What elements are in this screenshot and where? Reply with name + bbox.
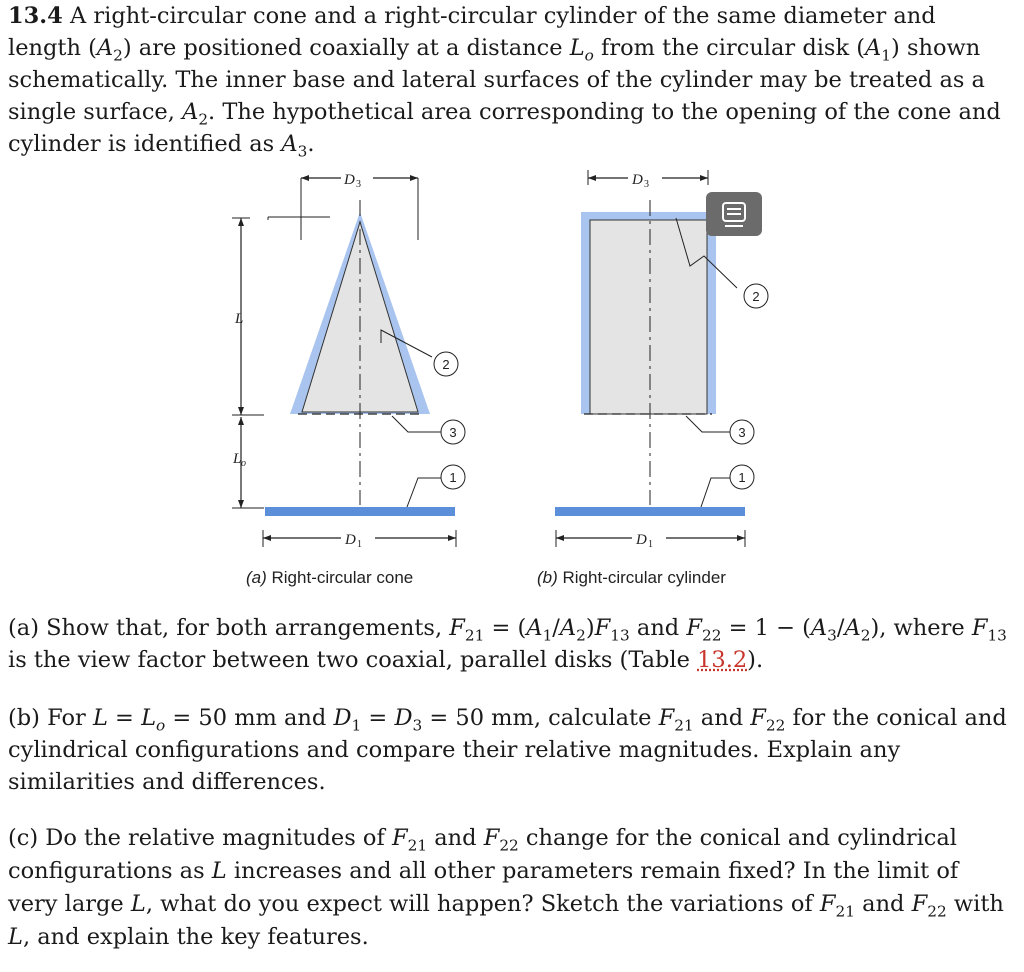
disk-a1 (555, 507, 745, 516)
problem-number: 13.4 (8, 3, 63, 29)
arrowhead-icon (556, 535, 564, 541)
part-b: (b) For $L = L_o = 50$ mm and $D_1 = D_3 = 50$ mm, calculate $F_{21}$ and $F_{22}$ for the conical and cylindrical configurations and compare their relative magnitudes. Explain any similarities and differences. (8, 705, 1007, 795)
note-button[interactable] (706, 192, 762, 236)
arrowhead-icon (238, 218, 244, 226)
svg-text:2: 2 (752, 289, 760, 304)
svg-text:3: 3 (356, 179, 361, 190)
svg-text:3: 3 (738, 425, 746, 440)
arrowhead-icon (238, 500, 244, 508)
arrowhead-icon (410, 175, 418, 181)
caption-cone: (a) Right-circular cone (246, 568, 414, 587)
caption-cylinder: (b) Right-circular cylinder (537, 568, 726, 587)
part-a: (a) Show that, for both arrangements, $F_{21} = (A_1/A_2)F_{13}$ and $F_{22} = 1 - (A_3/A_2)$, where $F_{13}$ is the view factor between two coaxial, parallel disks (Table 13.2). (8, 615, 1007, 673)
problem-intro: 13.4 A right-circular cone and a right-circular cylinder of the same diameter and length $(A_2)$ are positioned coaxially at a distance $L_o$ from the circular disk $(A_1)$ shown schematically. The inner base and lateral surfaces of the cylinder may be treated as a single surface, $A_2$. The hypothetical area corresponding to the opening of the cone and cylinder is identified as $A_3$. (8, 3, 1001, 161)
svg-text:1: 1 (449, 470, 457, 485)
arrowhead-icon (588, 175, 596, 181)
dim-d3-label: D (344, 172, 355, 188)
dim-l-label: L (235, 311, 244, 327)
svg-text:1: 1 (357, 539, 362, 550)
svg-text:3: 3 (644, 179, 649, 190)
svg-text:2: 2 (442, 357, 450, 372)
table-13-2-link[interactable]: 13.2 (697, 647, 748, 673)
arrowhead-icon (238, 407, 244, 415)
svg-text:1: 1 (738, 470, 746, 485)
cone-figure (232, 172, 465, 587)
part-c: (c) Do the relative magnitudes of $F_{21}$ and $F_{22}$ change for the conical and cylindrical configurations as L increases and all other parameters remain fixed? In the limit of very large L, what do you expect will happen? Sketch the variations of $F_{21}$ and $F_{22}$ with L, and explain the key features. (8, 825, 1004, 950)
dim-d1-label: D (636, 532, 647, 548)
arrowhead-icon (263, 535, 271, 541)
arrowhead-icon (301, 175, 309, 181)
cylinder-body (590, 220, 707, 414)
arrowhead-icon (737, 535, 745, 541)
disk-a1 (265, 507, 455, 516)
arrowhead-icon (448, 535, 456, 541)
dim-d1-label: D (345, 532, 356, 548)
svg-text:1: 1 (648, 539, 653, 550)
svg-text:o: o (241, 458, 246, 469)
svg-text:3: 3 (449, 425, 457, 440)
arrowhead-icon (700, 175, 708, 181)
schematic-figure (0, 160, 1024, 600)
arrowhead-icon (238, 417, 244, 425)
dim-lo-label: L (233, 451, 242, 467)
dim-d3-label: D (632, 172, 643, 188)
